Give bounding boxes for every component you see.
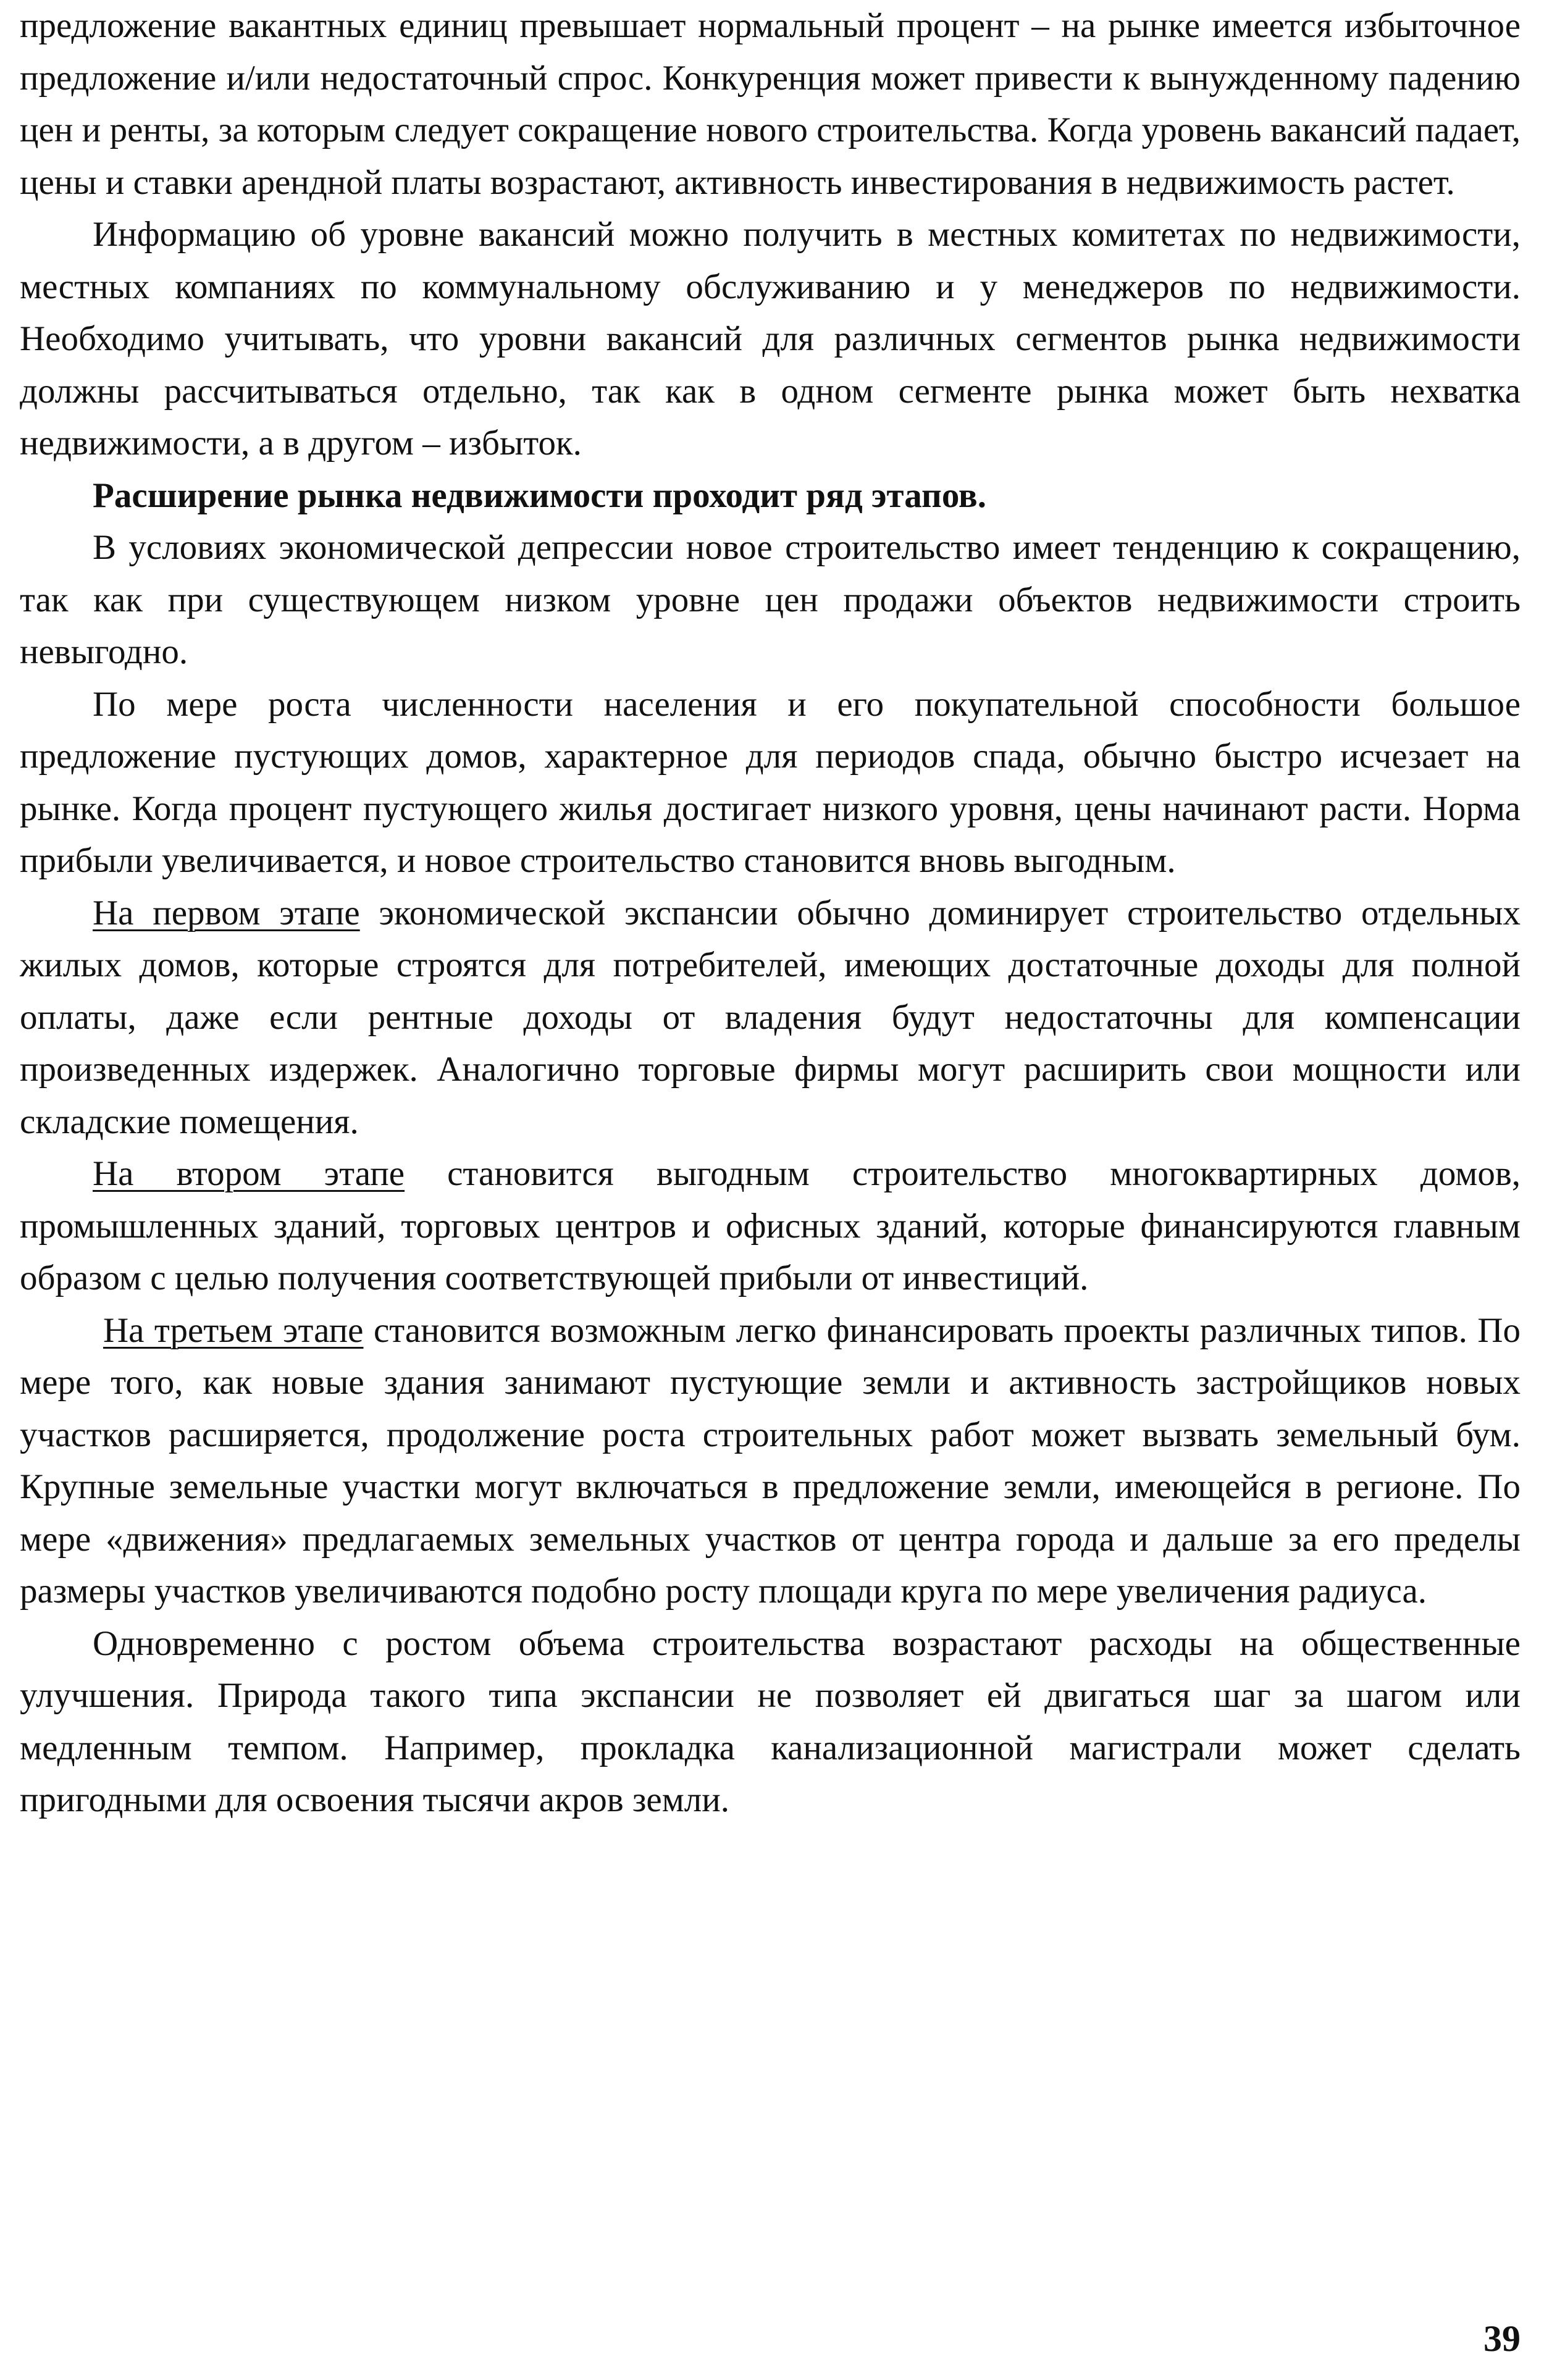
stage-three-text: становится возможным легко финансировать проекты различных типов. По мере того, как новые здания занимают пустующие земли и активность застройщиков новых участков расширяется, продолжение роста строительных работ может вызвать земельный бум. Крупные земельные участки могут включаться в предложение земли, имеющейся в регионе. По мере «движения» предлагаемых земельных участков от центра города и дальше за его пределы размеры участков увеличиваются подобно росту площади круга по мере увеличения радиуса. — [20, 1310, 1521, 1611]
stage-three-label: На третьем этапе — [103, 1310, 364, 1350]
paragraph-stage-two — [20, 1148, 1521, 1305]
paragraph-stage-three — [20, 1305, 1521, 1618]
stage-two-text: становится выгодным строительство многоквартирных домов, промышленных зданий, торговых центров и офисных зданий, которые финансируются главным образом с целью получения соответствующей прибыли от инвестиций. — [20, 1154, 1521, 1297]
stage-two-label: На втором этапе — [93, 1154, 405, 1193]
paragraph-depression: В условиях экономической депрессии новое строительство имеет тенденцию к сокращению, так как при существующем низком уровне цен продажи объектов недвижимости строить невыгодно. — [20, 528, 1521, 671]
paragraph-stage-one — [20, 887, 1521, 1149]
page-number: 39 — [1483, 2318, 1521, 2359]
stage-one-text: экономической экспансии обычно доминирует строительство отдельных жилых домов, которые строятся для потребителей, имеющих достаточные доходы для полной оплаты, даже если рентные доходы от владения будут недостаточны для компенсации произведенных издержек. Аналогично торговые фирмы могут расширить свои мощности или складские помещения. — [20, 893, 1521, 1141]
paragraph-vacancy-info: Информацию об уровне вакансий можно получить в местных комитетах по недвижимости, местных компаниях по коммунальному обслуживанию и у менеджеров по недвижимости. Необходимо учитывать, что уровни вакансий для различных сегментов рынка недвижимости должны рассчитываться отдельно, так как в одном сегменте рынка может быть нехватка недвижимости, а в другом – избыток. — [20, 215, 1521, 463]
body-text — [20, 0, 1521, 1827]
paragraph-vacancy-surplus: предложение вакантных единиц превышает нормальный процент – на рынке имеется избыточное предложение и/или недостаточный спрос. Конкуренция может привести к вынужденному падению цен и ренты, за которым следует сокращение нового строительства. Когда уровень вакансий падает, цены и ставки арендной платы возрастают, активность инвестирования в недвижимость растет. — [20, 6, 1521, 202]
paragraph-population-growth: По мере роста численности населения и его покупательной способности большое предложение пустующих домов, характерное для периодов спада, обычно быстро исчезает на рынке. Когда процент пустующего жилья достигает низкого уровня, цены начинают расти. Норма прибыли увеличивается, и новое строительство становится вновь выгодным. — [20, 684, 1521, 880]
paragraph-public-improvements: Одновременно с ростом объема строительства возрастают расходы на общественные улучшения. Природа такого типа экспансии не позволяет ей двигаться шаг за шагом или медленным темпом. Например, прокладка канализационной магистрали может сделать пригодными для освоения тысячи акров земли. — [20, 1624, 1521, 1819]
stage-one-label: На первом этапе — [93, 893, 360, 932]
section-heading-market-expansion: Расширение рынка недвижимости проходит ряд этапов. — [93, 476, 986, 515]
